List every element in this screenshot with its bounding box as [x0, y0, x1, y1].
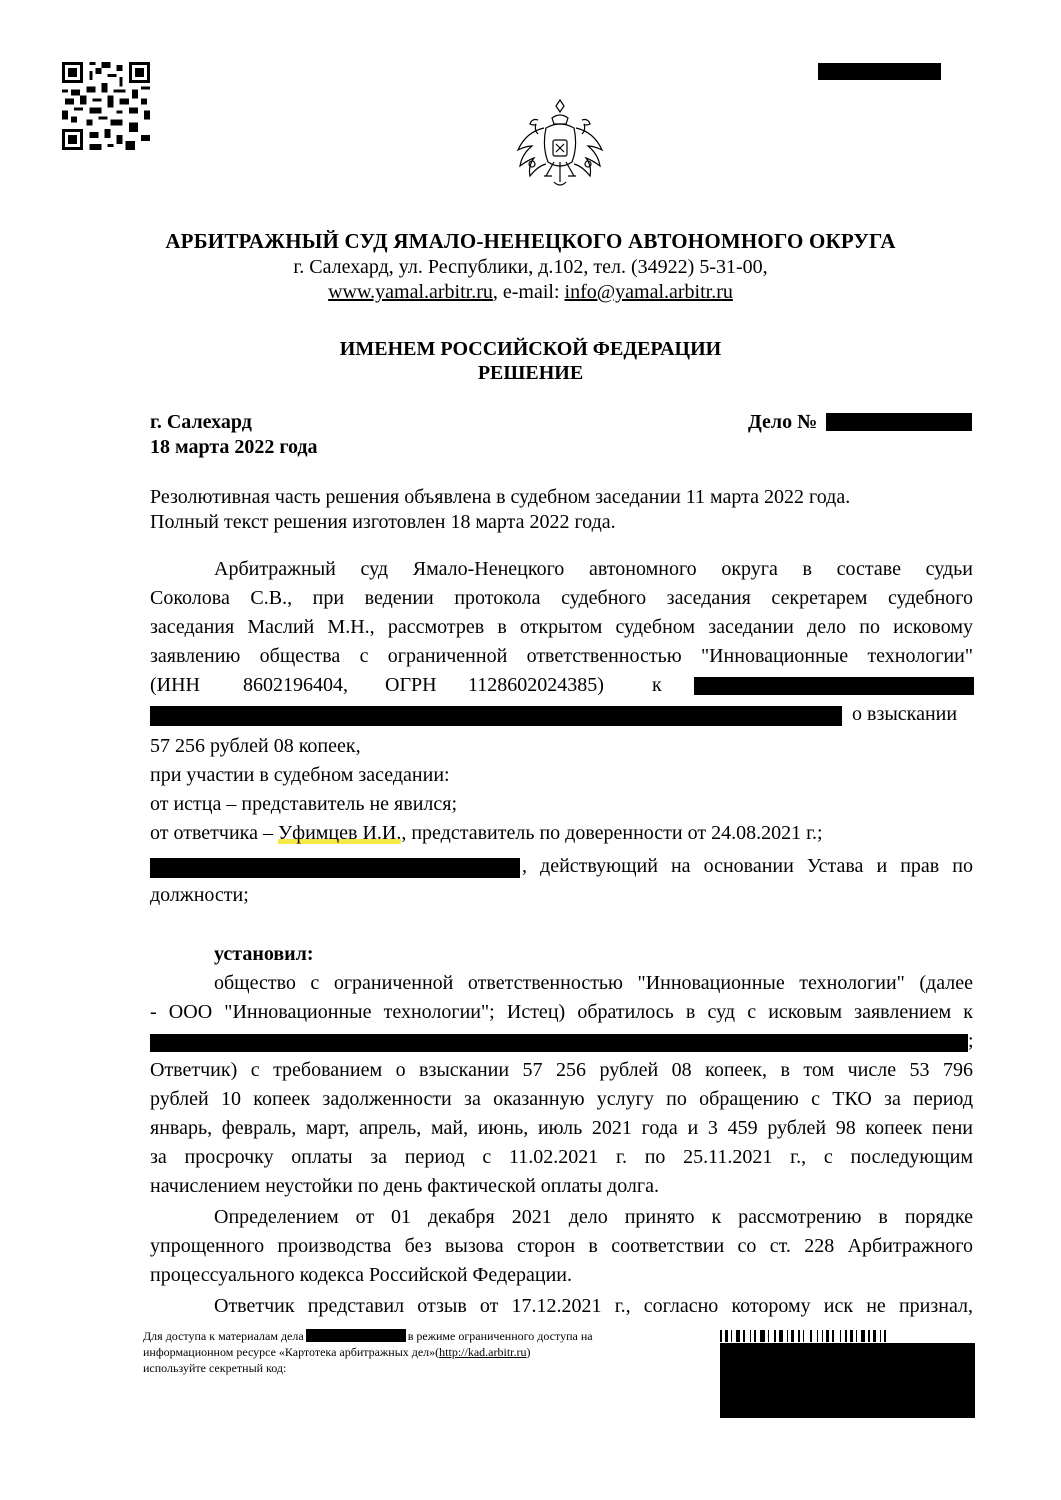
footer-resource: информационном ресурсе «Картотека арбитражных дел»( [143, 1345, 440, 1359]
p1-line-4: заявлению общества с ограниченной ответственностью "Инновационные технологии" [150, 645, 973, 667]
email-prefix: , e-mail: [492, 281, 565, 303]
barcode-bar [779, 1330, 783, 1342]
barcode-bar [720, 1330, 722, 1342]
footer-line-1 [143, 1328, 593, 1344]
footer-paren: ) [526, 1345, 531, 1359]
court-address: г. Салехард, ул. Республики, д.102, тел. (34922) 5-31-00, [293, 256, 768, 278]
p1-line-2: Соколова С.В., при ведении протокола судебного заседания секретарем судебного [150, 587, 973, 609]
footer-line-3: используйте секретный код: [143, 1361, 287, 1375]
p1-line-3: заседания Маслий М.Н., рассмотрев в открытом судебном заседании дело по исковому [150, 616, 973, 638]
title-decision: РЕШЕНИЕ [477, 362, 584, 384]
barcode-bar [760, 1330, 765, 1342]
p1-defendant-rep [150, 822, 823, 845]
redaction-defendant-2 [150, 706, 842, 726]
p1-ogrn-label: ОГРН [385, 674, 437, 696]
p1-acting: , действующий на основании Устава и прав по [522, 855, 973, 877]
barcode-bar [826, 1330, 829, 1342]
barcode-bar [750, 1330, 751, 1342]
p3-line-2: упрощенного производства без вызова сторон в соответствии со ст. 228 Арбитражного [150, 1235, 973, 1257]
barcode-bar [861, 1330, 865, 1342]
barcode-bar [873, 1330, 876, 1342]
barcode-bar [856, 1330, 857, 1342]
redaction-barcode [720, 1343, 975, 1418]
barcode-bar [868, 1330, 870, 1342]
barcode-bar [774, 1330, 776, 1342]
email-link[interactable]: info@yamal.arbitr.ru [564, 281, 733, 303]
p3-line-3: процессуального кодекса Российской Федерации. [150, 1264, 572, 1286]
barcode-bar [817, 1330, 818, 1342]
p1-k: к [652, 674, 662, 696]
established-label: установил: [214, 943, 314, 965]
p2-line-8: начислением неустойки по день фактической оплаты долга. [150, 1175, 659, 1197]
highlighted-name: Уфимцев И.И. [277, 822, 402, 844]
barcode-bar [791, 1330, 794, 1342]
title-line-1: ИМЕНЕМ РОССИЙСКОЙ ФЕДЕРАЦИИ [339, 338, 722, 360]
court-name: АРБИТРАЖНЫЙ СУД ЯМАЛО-НЕНЕЦКОГО АВТОНОМНОГО ОКРУГА [165, 229, 896, 253]
barcode-bar [768, 1330, 769, 1342]
kad-link[interactable]: http://kad.arbitr.ru [439, 1345, 527, 1359]
intro-line-2: Полный текст решения изготовлен 18 марта 2022 года. [150, 511, 616, 533]
barcode-bar [731, 1330, 732, 1342]
barcode-bar [725, 1330, 728, 1342]
barcode-bar [798, 1330, 800, 1342]
footer-line-2 [143, 1344, 531, 1360]
barcode-bar [840, 1330, 841, 1342]
p2-line-1: общество с ограниченной ответственностью "Инновационные технологии" (далее [214, 972, 973, 994]
barcode-bar [787, 1330, 788, 1342]
p2-line-5: рублей 10 копеек задолженности за оказанную услугу по обращению с ТКО за период [150, 1088, 973, 1110]
p1-recovery: о взыскании [852, 703, 958, 725]
barcode-bar [803, 1330, 804, 1342]
p1-plaintiff-rep: от истца – представитель не явился; [150, 793, 458, 815]
p1-inn-value: 8602196404, [243, 674, 348, 696]
redaction-case-number [826, 413, 972, 431]
p1-participants: при участии в судебном заседании: [150, 764, 450, 786]
barcode-bar [754, 1330, 756, 1342]
p1-defendant-suffix: , представитель по доверенности от 24.08.2021 г.; [401, 822, 823, 844]
barcode-bar [743, 1330, 745, 1342]
coat-of-arms-icon [508, 98, 612, 198]
barcode-bar [884, 1330, 886, 1342]
barcode-bar [822, 1330, 823, 1342]
redaction-top-right [818, 63, 941, 80]
p1-defendant-prefix: от ответчика – [150, 822, 278, 844]
p4-line-1: Ответчик представил отзыв от 17.12.2021 г., согласно которому иск не признал, [214, 1295, 973, 1317]
intro-line-1: Резолютивная часть решения объявлена в судебном заседании 11 марта 2022 года. [150, 486, 851, 508]
city: г. Салехард [150, 411, 252, 433]
p1-amount: 57 256 рублей 08 копеек, [150, 735, 361, 757]
footer-restricted: в режиме ограниченного доступа на [407, 1329, 593, 1343]
p3-line-1: Определением от 01 декабря 2021 дело принято к рассмотрению в порядке [214, 1206, 973, 1228]
footer-access-label: Для доступа к материалам дела [143, 1329, 304, 1343]
website-link[interactable]: www.yamal.arbitr.ru [328, 281, 493, 303]
p2-line-7: за просрочку оплаты за период с 11.02.2021 г. по 25.11.2021 г., с последующим [150, 1146, 973, 1168]
p2-semicolon: ; [968, 1030, 974, 1052]
p1-position: должности; [150, 884, 249, 906]
barcode-bar [736, 1330, 740, 1342]
barcode-bar [810, 1330, 812, 1342]
p2-line-6: январь, февраль, март, апрель, май, июнь, июль 2021 года и 3 459 рублей 98 копеек пени [150, 1117, 973, 1139]
p1-ogrn-value: 1128602024385) [468, 674, 604, 696]
barcode-bar [845, 1330, 847, 1342]
barcode-bar [880, 1330, 881, 1342]
p1-inn-label: (ИНН [150, 674, 200, 696]
p1-line-1: Арбитражный суд Ямало-Ненецкого автономного округа в составе судьи [214, 558, 973, 580]
redaction-director [150, 858, 520, 878]
p2-line-2: - ООО "Инновационные технологии"; Истец) обратилось в суд с исковым заявлением к [150, 1001, 973, 1023]
qr-code [62, 62, 150, 150]
redaction-defendant-3 [150, 1034, 968, 1052]
barcode-bar [850, 1330, 853, 1342]
barcode-bar [832, 1330, 834, 1342]
decision-date: 18 марта 2022 года [150, 436, 318, 458]
court-contacts [0, 281, 1061, 304]
case-label: Дело № [748, 411, 818, 433]
redaction-defendant-1 [694, 677, 974, 695]
barcode [720, 1330, 975, 1342]
p2-line-4: Ответчик) с требованием о взыскании 57 256 рублей 08 копеек, в том числе 53 796 [150, 1059, 973, 1081]
redaction-footer-case [306, 1329, 406, 1342]
